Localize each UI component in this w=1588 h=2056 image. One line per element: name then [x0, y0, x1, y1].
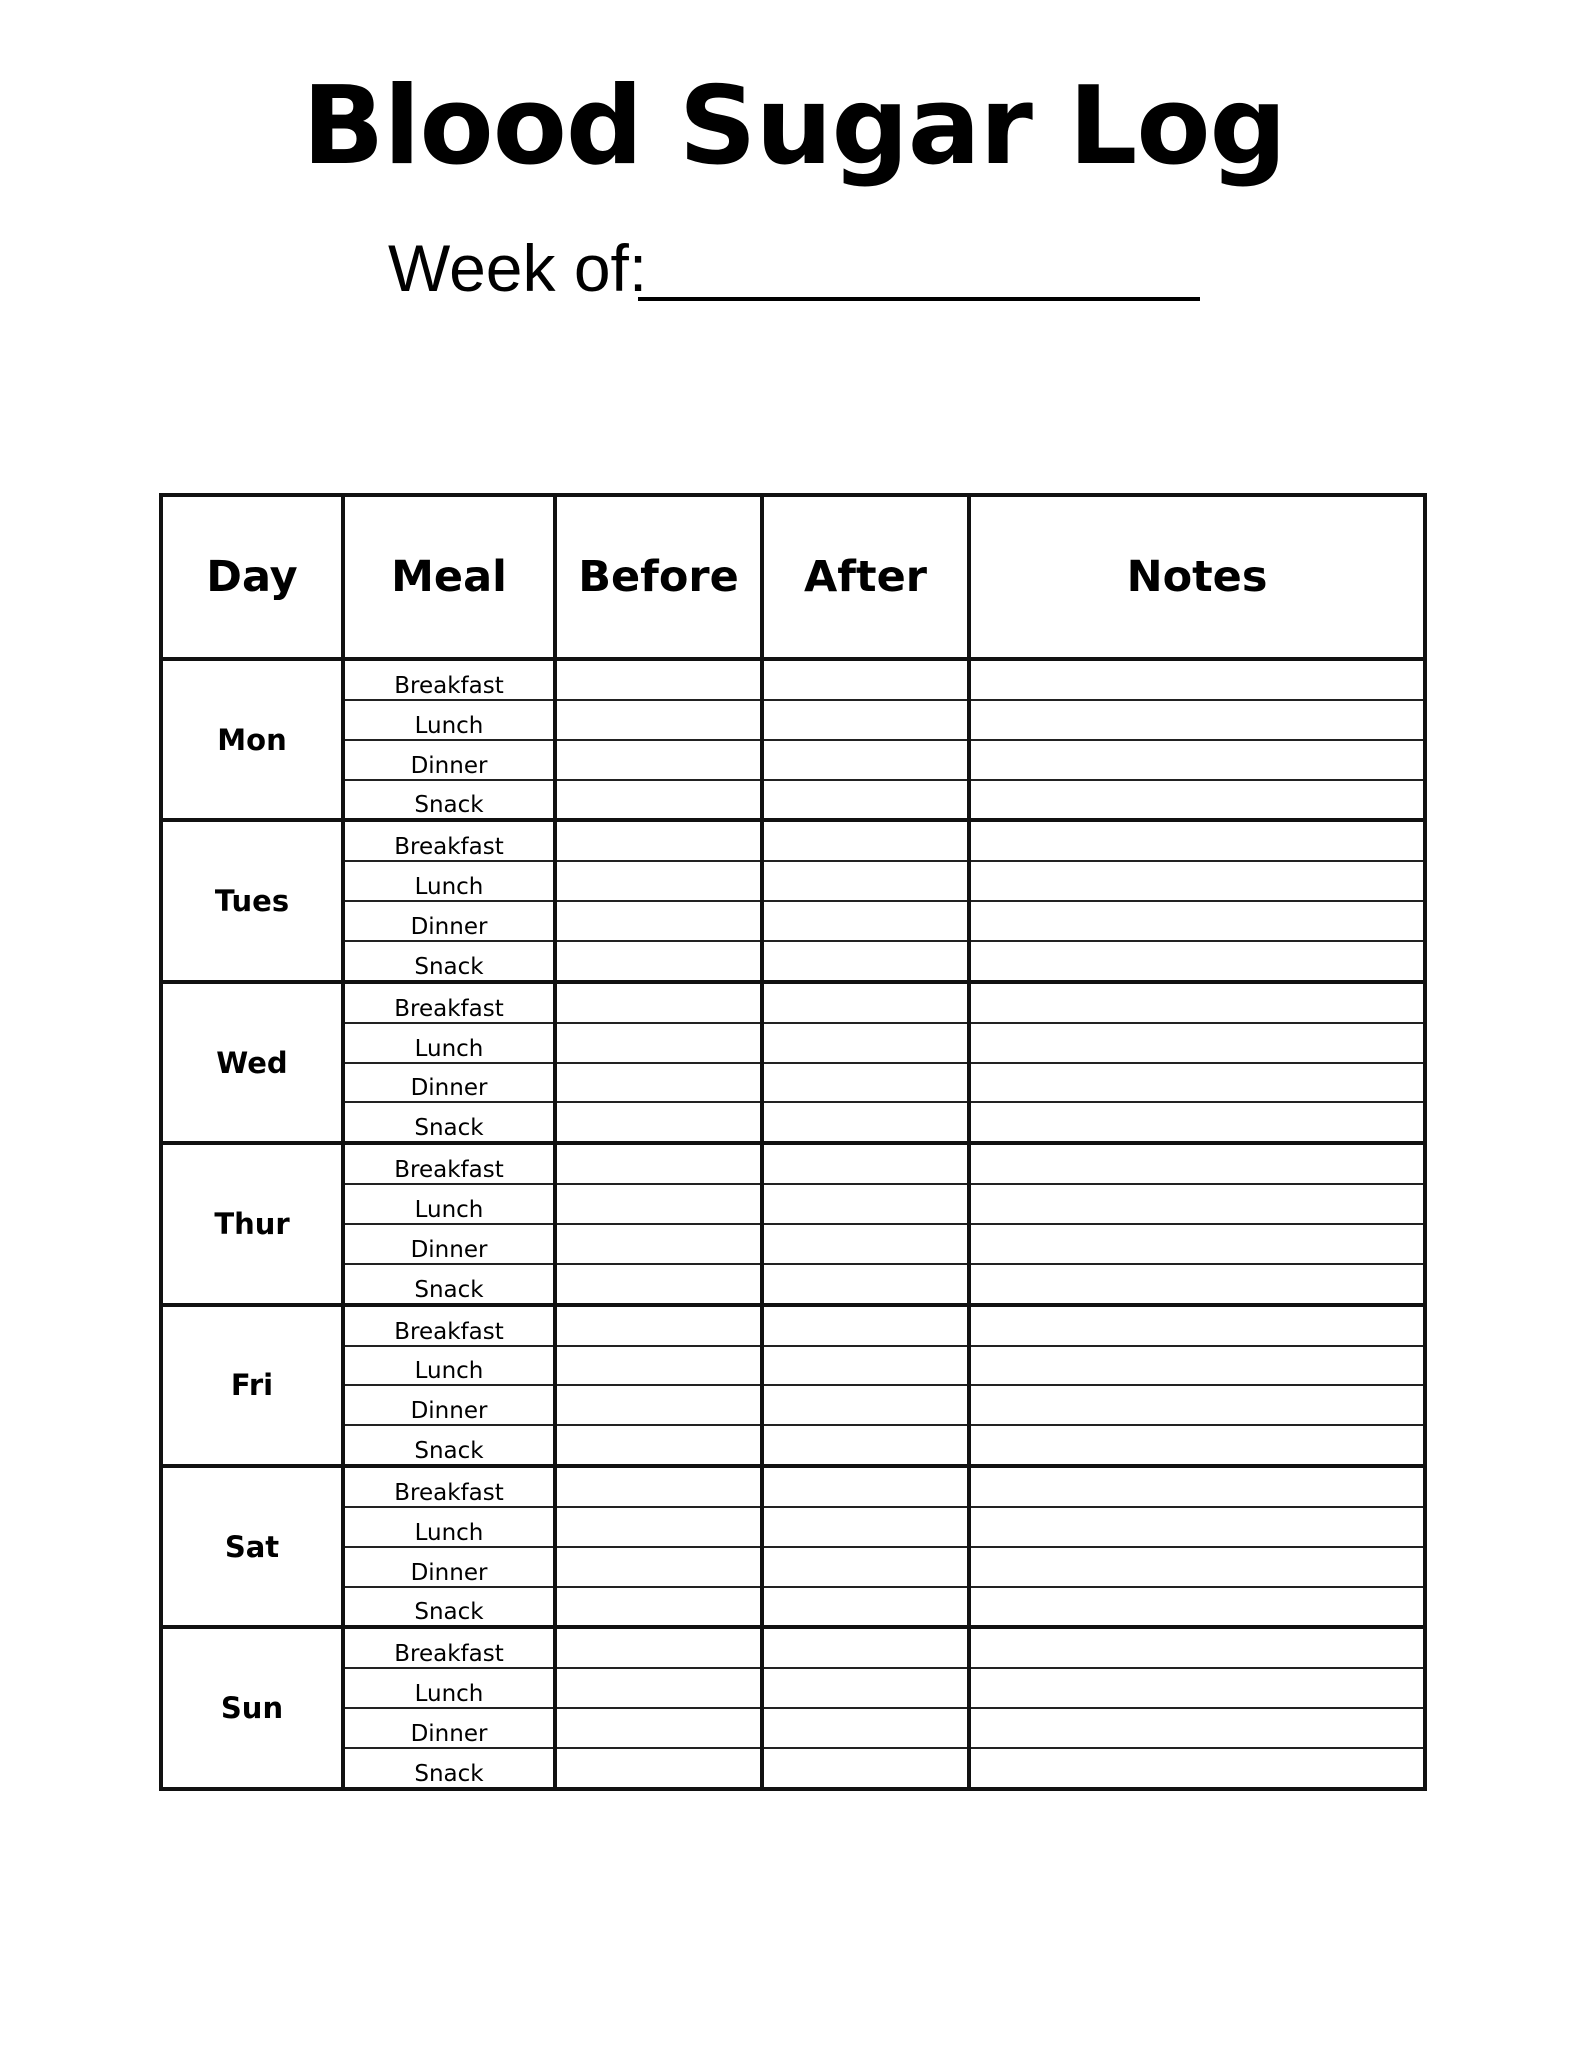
meal-label: Snack: [343, 941, 555, 982]
table-row: [161, 1346, 1425, 1386]
before-cell[interactable]: [555, 1507, 762, 1547]
meal-label: Lunch: [343, 1507, 555, 1547]
after-cell[interactable]: [762, 1346, 969, 1386]
meal-label: Lunch: [343, 861, 555, 901]
meal-label: Breakfast: [343, 1627, 555, 1668]
after-cell[interactable]: [762, 1748, 969, 1789]
table-row: [161, 1224, 1425, 1264]
after-cell[interactable]: [762, 1587, 969, 1628]
table-row: [161, 1507, 1425, 1547]
table-body: [161, 659, 1425, 1789]
meal-label: Lunch: [343, 1184, 555, 1224]
before-cell[interactable]: [555, 1305, 762, 1346]
before-cell[interactable]: [555, 1587, 762, 1628]
table-row: [161, 740, 1425, 780]
meal-label: Snack: [343, 1748, 555, 1789]
header-notes: Notes: [969, 495, 1425, 659]
table-row: [161, 982, 1425, 1023]
before-cell[interactable]: [555, 700, 762, 740]
meal-label: Dinner: [343, 1385, 555, 1425]
notes-cell[interactable]: [969, 1063, 1425, 1103]
before-cell[interactable]: [555, 1063, 762, 1103]
meal-label: Dinner: [343, 1547, 555, 1587]
table-row: [161, 1264, 1425, 1305]
notes-cell[interactable]: [969, 1305, 1425, 1346]
after-cell[interactable]: [762, 740, 969, 780]
notes-cell[interactable]: [969, 700, 1425, 740]
table-row: [161, 1587, 1425, 1628]
after-cell[interactable]: [762, 1063, 969, 1103]
before-cell[interactable]: [555, 740, 762, 780]
before-cell[interactable]: [555, 1102, 762, 1143]
after-cell[interactable]: [762, 1668, 969, 1708]
notes-cell[interactable]: [969, 1627, 1425, 1668]
meal-label: Dinner: [343, 1063, 555, 1103]
meal-label: Breakfast: [343, 1466, 555, 1507]
after-cell[interactable]: [762, 1305, 969, 1346]
table-row: [161, 1466, 1425, 1507]
header-day: Day: [161, 495, 343, 659]
notes-cell[interactable]: [969, 982, 1425, 1023]
day-label: Mon: [161, 659, 343, 820]
after-cell[interactable]: [762, 901, 969, 941]
table-row: [161, 941, 1425, 982]
after-cell[interactable]: [762, 1708, 969, 1748]
meal-label: Snack: [343, 1264, 555, 1305]
before-cell[interactable]: [555, 1264, 762, 1305]
notes-cell[interactable]: [969, 1184, 1425, 1224]
week-of-row: [388, 228, 647, 308]
table-row: [161, 659, 1425, 700]
notes-cell[interactable]: [969, 1346, 1425, 1386]
after-cell[interactable]: [762, 1466, 969, 1507]
day-label: Thur: [161, 1143, 343, 1304]
notes-cell[interactable]: [969, 1143, 1425, 1184]
notes-cell[interactable]: [969, 861, 1425, 901]
before-cell[interactable]: [555, 982, 762, 1023]
after-cell[interactable]: [762, 861, 969, 901]
table-row: [161, 820, 1425, 861]
after-cell[interactable]: [762, 1425, 969, 1466]
header-after: After: [762, 495, 969, 659]
before-cell[interactable]: [555, 861, 762, 901]
meal-label: Snack: [343, 1102, 555, 1143]
after-cell[interactable]: [762, 1547, 969, 1587]
before-cell[interactable]: [555, 659, 762, 700]
after-cell[interactable]: [762, 1627, 969, 1668]
meal-label: Lunch: [343, 1346, 555, 1386]
notes-cell[interactable]: [969, 1587, 1425, 1628]
meal-label: Lunch: [343, 1023, 555, 1063]
notes-cell[interactable]: [969, 1507, 1425, 1547]
after-cell[interactable]: [762, 1264, 969, 1305]
after-cell[interactable]: [762, 1224, 969, 1264]
meal-label: Breakfast: [343, 820, 555, 861]
week-of-label: Week of:: [388, 231, 648, 305]
before-cell[interactable]: [555, 1425, 762, 1466]
notes-cell[interactable]: [969, 901, 1425, 941]
after-cell[interactable]: [762, 700, 969, 740]
after-cell[interactable]: [762, 659, 969, 700]
after-cell[interactable]: [762, 941, 969, 982]
notes-cell[interactable]: [969, 1547, 1425, 1587]
notes-cell[interactable]: [969, 820, 1425, 861]
table-row: [161, 1385, 1425, 1425]
before-cell[interactable]: [555, 780, 762, 821]
day-label: Wed: [161, 982, 343, 1143]
before-cell[interactable]: [555, 1708, 762, 1748]
table-row: [161, 1184, 1425, 1224]
header-row: [161, 495, 1425, 659]
notes-cell[interactable]: [969, 941, 1425, 982]
before-cell[interactable]: [555, 1466, 762, 1507]
table-row: [161, 1063, 1425, 1103]
after-cell[interactable]: [762, 1385, 969, 1425]
table-row: [161, 1143, 1425, 1184]
notes-cell[interactable]: [969, 1668, 1425, 1708]
table-row: [161, 901, 1425, 941]
before-cell[interactable]: [555, 1748, 762, 1789]
before-cell[interactable]: [555, 820, 762, 861]
before-cell[interactable]: [555, 1023, 762, 1063]
before-cell[interactable]: [555, 1385, 762, 1425]
table-row: [161, 1102, 1425, 1143]
meal-label: Breakfast: [343, 982, 555, 1023]
table-row: [161, 780, 1425, 821]
after-cell[interactable]: [762, 1102, 969, 1143]
meal-label: Breakfast: [343, 659, 555, 700]
before-cell[interactable]: [555, 1627, 762, 1668]
table-row: [161, 1547, 1425, 1587]
before-cell[interactable]: [555, 1346, 762, 1386]
notes-cell[interactable]: [969, 1466, 1425, 1507]
table-row: [161, 1708, 1425, 1748]
header-meal: Meal: [343, 495, 555, 659]
table-row: [161, 1748, 1425, 1789]
before-cell[interactable]: [555, 1224, 762, 1264]
meal-label: Snack: [343, 780, 555, 821]
header-before: Before: [555, 495, 762, 659]
meal-label: Lunch: [343, 700, 555, 740]
before-cell[interactable]: [555, 941, 762, 982]
meal-label: Snack: [343, 1587, 555, 1628]
before-cell[interactable]: [555, 1668, 762, 1708]
table-row: [161, 1425, 1425, 1466]
table-row: [161, 1627, 1425, 1668]
table-row: [161, 1023, 1425, 1063]
table-row: [161, 1668, 1425, 1708]
after-cell[interactable]: [762, 1023, 969, 1063]
after-cell[interactable]: [762, 982, 969, 1023]
meal-label: Dinner: [343, 740, 555, 780]
before-cell[interactable]: [555, 1184, 762, 1224]
blood-sugar-table: [159, 493, 1427, 1791]
table-row: [161, 1305, 1425, 1346]
meal-label: Dinner: [343, 1224, 555, 1264]
day-label: Sun: [161, 1627, 343, 1789]
notes-cell[interactable]: [969, 780, 1425, 821]
notes-cell[interactable]: [969, 740, 1425, 780]
meal-label: Dinner: [343, 1708, 555, 1748]
day-label: Tues: [161, 820, 343, 981]
week-of-field[interactable]: [638, 297, 1200, 301]
notes-cell[interactable]: [969, 659, 1425, 700]
meal-label: Snack: [343, 1425, 555, 1466]
notes-cell[interactable]: [969, 1023, 1425, 1063]
notes-cell[interactable]: [969, 1102, 1425, 1143]
notes-cell[interactable]: [969, 1425, 1425, 1466]
before-cell[interactable]: [555, 1547, 762, 1587]
notes-cell[interactable]: [969, 1708, 1425, 1748]
after-cell[interactable]: [762, 780, 969, 821]
notes-cell[interactable]: [969, 1385, 1425, 1425]
meal-label: Lunch: [343, 1668, 555, 1708]
notes-cell[interactable]: [969, 1748, 1425, 1789]
page-title: Blood Sugar Log: [302, 64, 1286, 189]
before-cell[interactable]: [555, 901, 762, 941]
meal-label: Breakfast: [343, 1143, 555, 1184]
meal-label: Dinner: [343, 901, 555, 941]
day-label: Sat: [161, 1466, 343, 1627]
after-cell[interactable]: [762, 820, 969, 861]
notes-cell[interactable]: [969, 1224, 1425, 1264]
after-cell[interactable]: [762, 1143, 969, 1184]
day-label: Fri: [161, 1305, 343, 1466]
meal-label: Breakfast: [343, 1305, 555, 1346]
table-row: [161, 861, 1425, 901]
before-cell[interactable]: [555, 1143, 762, 1184]
notes-cell[interactable]: [969, 1264, 1425, 1305]
after-cell[interactable]: [762, 1507, 969, 1547]
after-cell[interactable]: [762, 1184, 969, 1224]
table-row: [161, 700, 1425, 740]
